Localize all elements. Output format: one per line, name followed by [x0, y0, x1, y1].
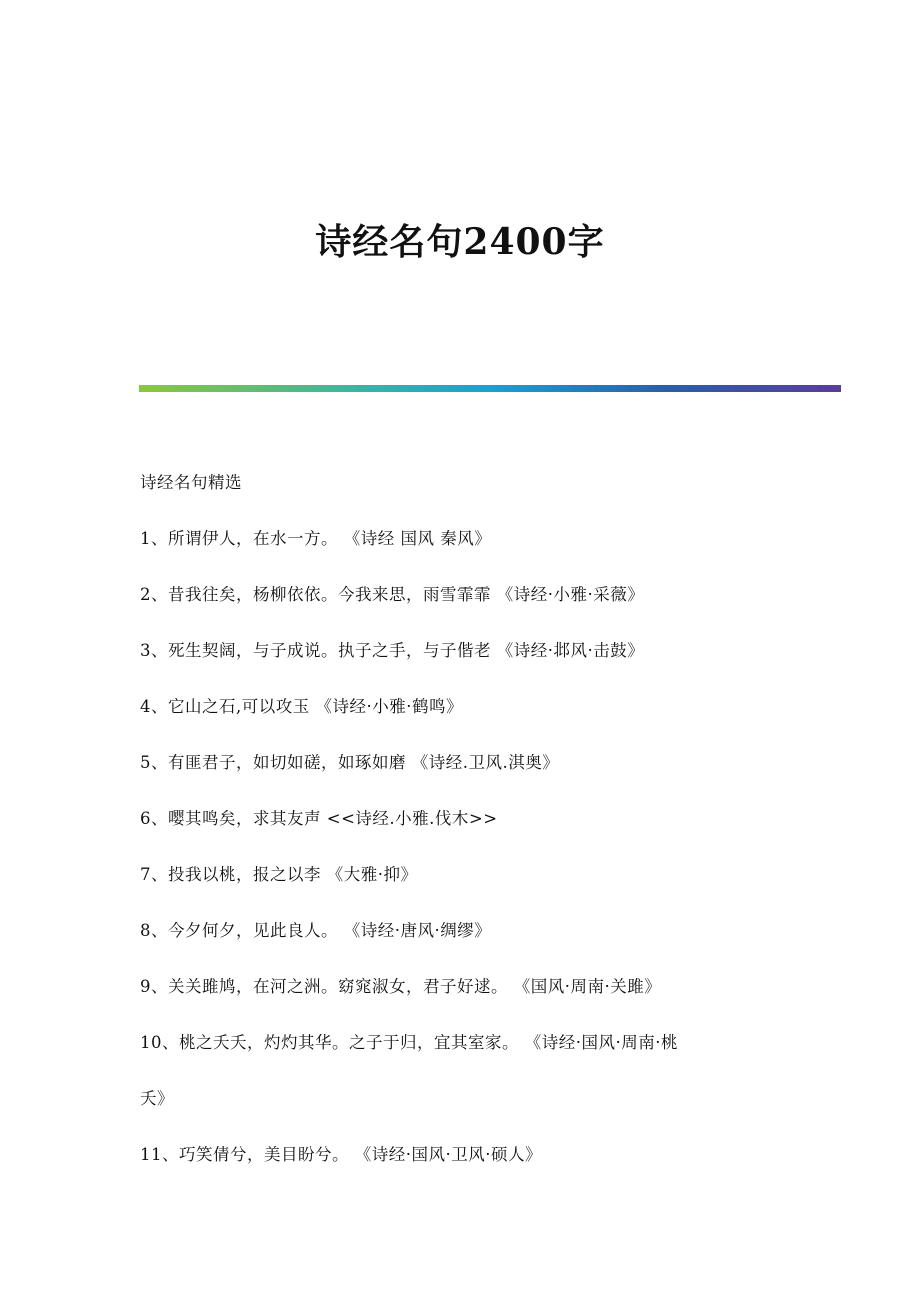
quote-line-9: 9、关关雎鸠，在河之洲。窈窕淑女，君子好逑。 《国风·周南·关雎》	[140, 977, 662, 996]
quote-line-10: 10、桃之夭夭，灼灼其华。之子于归，宜其室家。 《诗经·国风·周南·桃	[140, 1033, 678, 1052]
quote-line-1: 1、所谓伊人，在水一方。 《诗经 国风 秦风》	[140, 529, 492, 548]
gradient-divider	[139, 385, 841, 392]
document-title: 诗经名句2400字	[315, 221, 605, 263]
quote-line-2: 2、昔我往矣，杨柳依依。今我来思，雨雪霏霏 《诗经·小雅·采薇》	[140, 585, 645, 604]
quote-line-7: 7、投我以桃，报之以李 《大雅·抑》	[140, 865, 418, 884]
quote-line-4: 4、它山之石,可以攻玉 《诗经·小雅·鹤鸣》	[140, 697, 463, 716]
quote-line-3: 3、死生契阔，与子成说。执子之手，与子偕老 《诗经·邶风·击鼓》	[140, 641, 645, 660]
quote-line-8: 8、今夕何夕，见此良人。 《诗经·唐风·绸缪》	[140, 921, 492, 940]
quote-line-10-continued: 夭》	[140, 1089, 174, 1108]
section-heading: 诗经名句精选	[140, 473, 242, 492]
quote-line-6: 6、嘤其鸣矣，求其友声 <<诗经.小雅.伐木>>	[140, 809, 498, 828]
document-body	[140, 469, 780, 1197]
quote-line-11: 11、巧笑倩兮，美目盼兮。 《诗经·国风·卫风·硕人》	[140, 1145, 542, 1164]
quote-line-5: 5、有匪君子，如切如磋，如琢如磨 《诗经.卫风.淇奥》	[140, 753, 560, 772]
